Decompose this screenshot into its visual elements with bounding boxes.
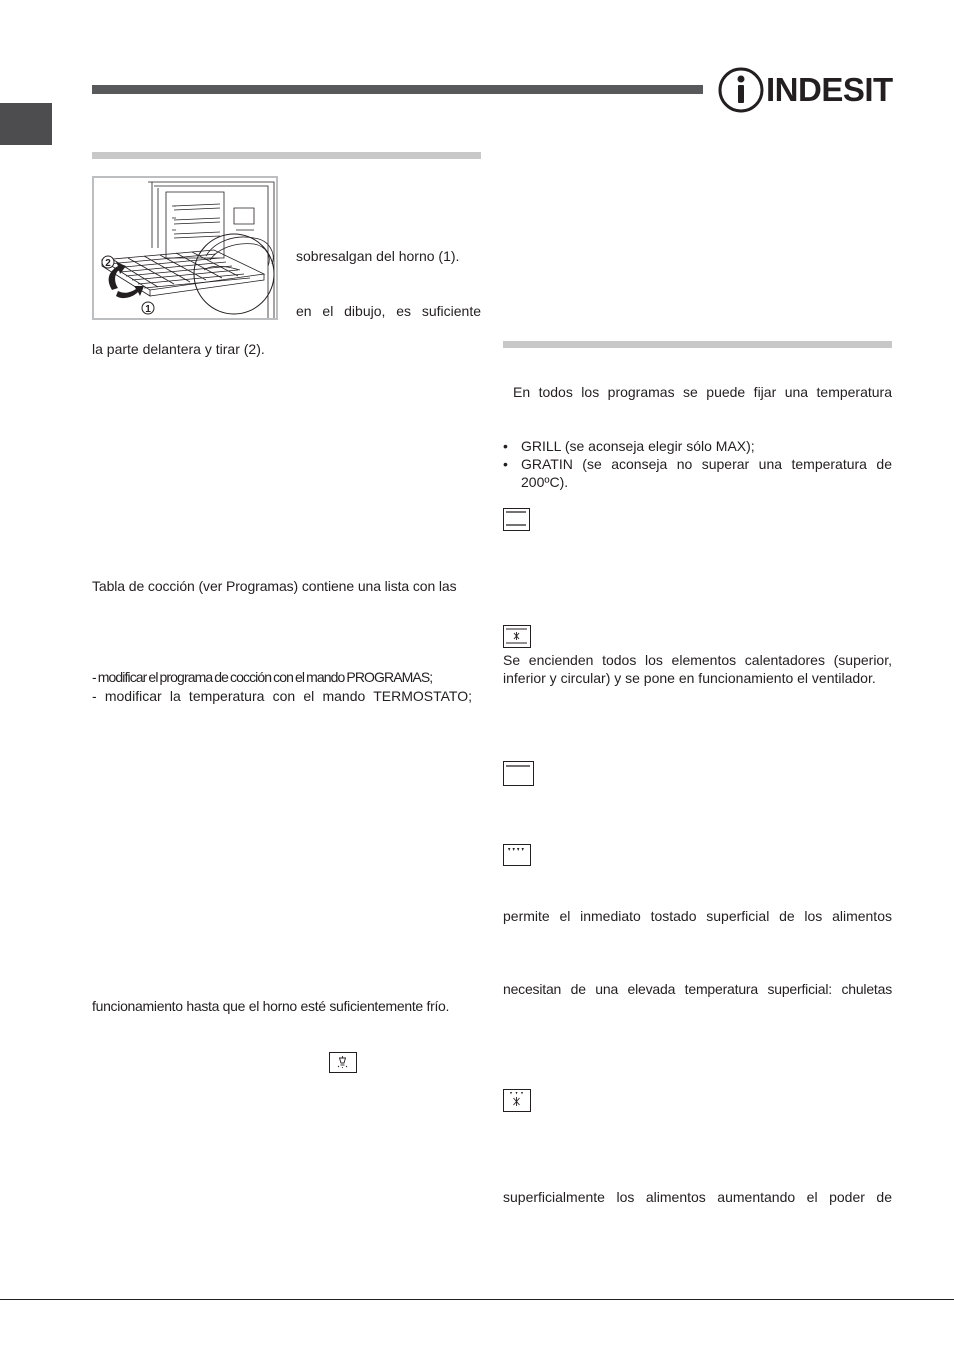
oven-rack-drawing: [94, 178, 276, 318]
oven-lamp-icon: [329, 1052, 357, 1073]
todos-programas-text: En todos los programas se puede fijar una temperatura: [513, 384, 892, 400]
brand-logo: [717, 66, 897, 116]
oven-gratin-icon: [503, 1089, 531, 1112]
figure-label-1: 1: [145, 304, 151, 315]
figure-text-line-2: en el dibujo, es suficiente: [296, 303, 481, 319]
left-section-bar: [92, 152, 481, 159]
right-section-bar: [503, 341, 892, 348]
elevada-temperatura-text: necesitan de una elevada temperatura superficial: chuletas: [503, 981, 892, 997]
header-rule: [92, 85, 703, 94]
list-item: • GRATIN (se aconseja no superar una temperatura de 200ºC).: [503, 456, 892, 490]
oven-top-bottom-icon: [503, 508, 530, 531]
brand-logo-icon: [717, 66, 765, 114]
section-tab: [0, 103, 52, 145]
brand-name: INDESIT: [766, 71, 893, 108]
multicoccion-description: Se encienden todos los elementos calentadores (superior, inferior y circular) y se pone en funcionamiento el ventilador.: [503, 652, 892, 686]
figure-label-2: 2: [105, 258, 111, 269]
oven-fan-multi-icon: [503, 625, 531, 648]
oven-top-element-icon: [503, 761, 534, 786]
figure-text-line-3: la parte delantera y tirar (2).: [92, 341, 265, 357]
figure-text-line-1: sobresalgan del horno (1).: [296, 248, 460, 264]
superficialmente-text: superficialmente los alimentos aumentando el poder de: [503, 1189, 892, 1205]
funcionamiento-text: funcionamiento hasta que el horno esté suficientemente frío.: [92, 998, 450, 1014]
tabla-coccion-text: Tabla de cocción (ver Programas) contiene una lista con las: [92, 578, 457, 594]
modificar-programa-text: - modificar el programa de cocción con el mando PROGRAMAS;: [92, 669, 433, 685]
list-item: • GRILL (se aconseja elegir sólo MAX);: [503, 438, 755, 454]
tostado-text: permite el inmediato tostado superficial de los alimentos: [503, 908, 892, 924]
footer-rule: [0, 1299, 954, 1300]
modificar-temperatura-text: - modificar la temperatura con el mando TERMOSTATO;: [92, 688, 472, 704]
oven-rack-figure: [92, 176, 278, 320]
oven-grill-icon: [503, 844, 531, 866]
program-temperature-list: [503, 437, 892, 491]
